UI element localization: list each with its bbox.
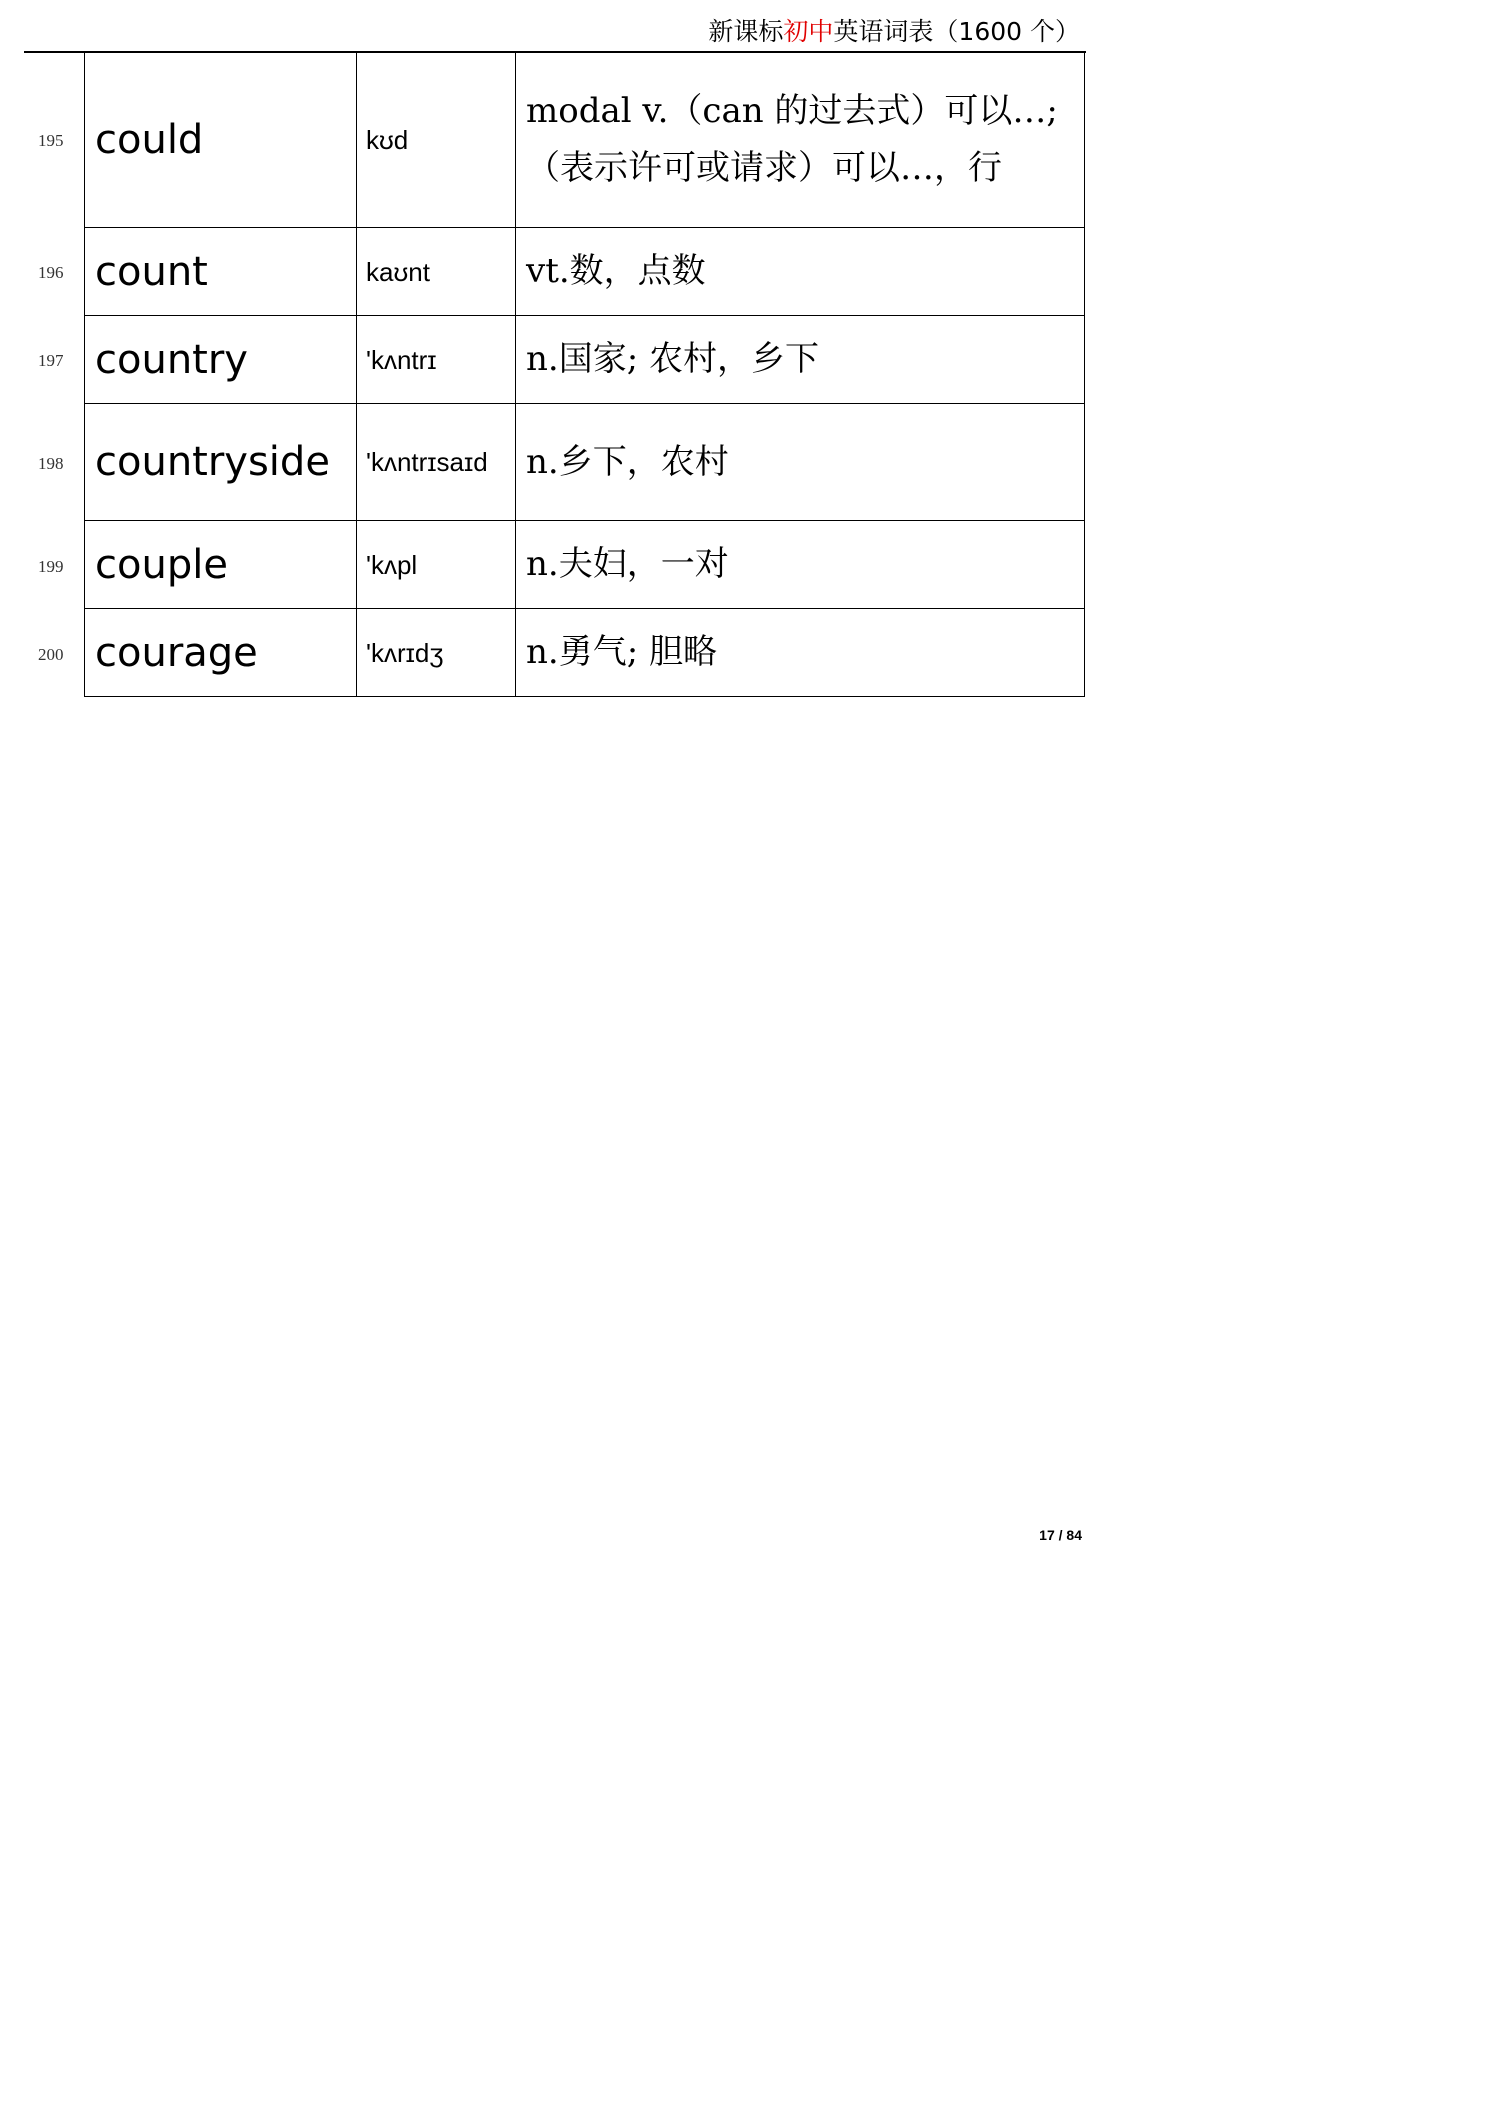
entry-word: courage xyxy=(85,609,357,697)
page-number: 17 / 84 xyxy=(1039,1527,1082,1543)
table-row xyxy=(85,404,1085,521)
entry-word: country xyxy=(85,316,357,404)
entry-definition: modal v.（can 的过去式）可以…; （表示许可或请求）可以…，行 xyxy=(516,53,1085,228)
header-title-highlight: 初中 xyxy=(783,17,834,46)
vocabulary-table xyxy=(84,52,1085,697)
table-row xyxy=(85,228,1085,316)
page-header xyxy=(24,8,1086,53)
header-title-pre: 新课标 xyxy=(708,17,784,46)
entry-word: couple xyxy=(85,521,357,609)
table-row xyxy=(85,521,1085,609)
entry-definition: vt.数，点数 xyxy=(516,228,1085,316)
entry-phonetic: 'kʌrɪdʒ xyxy=(357,609,516,697)
entry-number: 200 xyxy=(38,645,64,664)
entry-definition: n.乡下，农村 xyxy=(516,404,1085,521)
entry-phonetic: 'kʌpl xyxy=(357,521,516,609)
header-title xyxy=(708,12,1080,48)
entry-number: 199 xyxy=(38,557,64,576)
entry-number: 196 xyxy=(38,263,64,282)
table-row xyxy=(85,609,1085,697)
entry-word: countryside xyxy=(85,404,357,521)
entry-definition: n.勇气; 胆略 xyxy=(516,609,1085,697)
entry-word: could xyxy=(85,53,357,228)
entry-word: count xyxy=(85,228,357,316)
entry-number: 197 xyxy=(38,351,64,370)
entry-phonetic: kaʊnt xyxy=(357,228,516,316)
entry-phonetic: kʊd xyxy=(357,53,516,228)
table-row xyxy=(85,316,1085,404)
entry-phonetic: 'kʌntrɪsaɪd xyxy=(357,404,516,521)
entry-number: 198 xyxy=(38,454,64,473)
table-row xyxy=(85,53,1085,228)
header-title-post: 英语词表（1600 个） xyxy=(833,17,1080,46)
entry-phonetic: 'kʌntrɪ xyxy=(357,316,516,404)
entry-definition: n.国家; 农村，乡下 xyxy=(516,316,1085,404)
entry-number: 195 xyxy=(38,131,64,150)
entry-definition: n.夫妇，一对 xyxy=(516,521,1085,609)
